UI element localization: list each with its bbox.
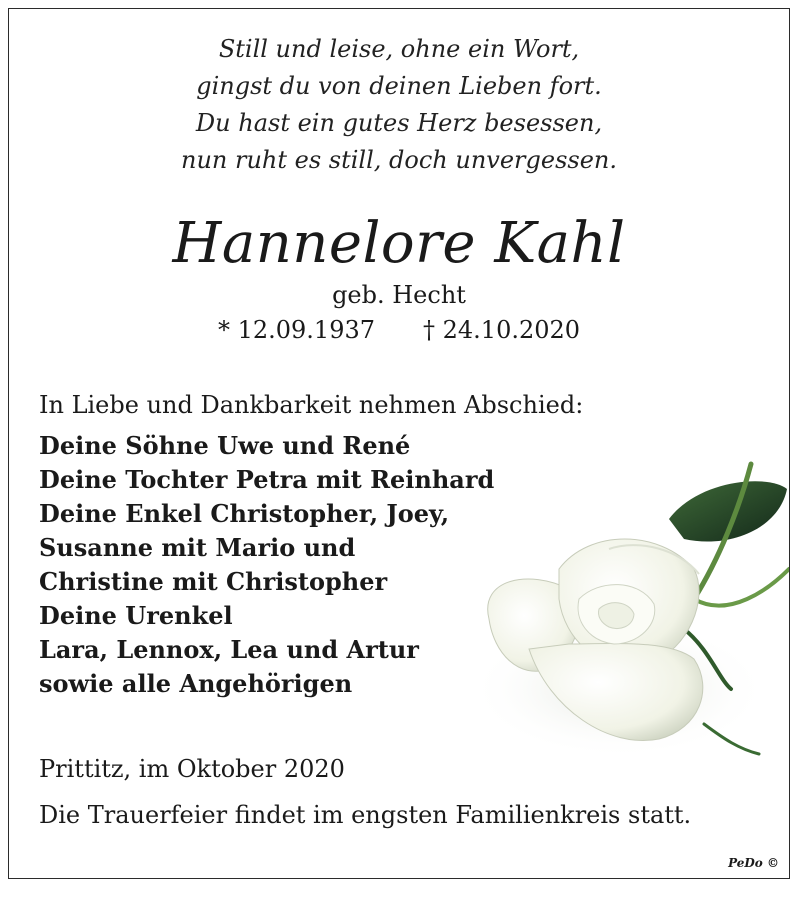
birth-name: geb. Hecht [332, 281, 466, 309]
mourners-list [39, 429, 494, 701]
rose-icon [469, 449, 789, 779]
death-date: † 24.10.2020 [423, 316, 581, 344]
mourner-line: sowie alle Angehörigen [39, 669, 353, 698]
mourner-line: Christine mit Christopher [39, 567, 388, 596]
place-and-date: Prittitz, im Oktober 2020 [39, 755, 345, 783]
deceased-name: Hannelore Kahl [172, 211, 626, 276]
funeral-note: Die Trauerfeier findet im engsten Familienkreis statt. [39, 801, 692, 829]
life-dates [9, 314, 789, 346]
poem-line-1: Still und leise, ohne ein Wort, [218, 35, 580, 63]
birth-date: * 12.09.1937 [217, 316, 375, 344]
mourner-line: Susanne mit Mario und [39, 533, 356, 562]
poem-line-4: nun ruht es still, doch unvergessen. [180, 146, 618, 174]
poem-line-3: Du hast ein gutes Herz besessen, [195, 109, 603, 137]
mourner-line: Deine Enkel Christopher, Joey, [39, 499, 450, 528]
white-rose-image [469, 449, 789, 779]
mourner-line: Deine Söhne Uwe und René [39, 431, 411, 460]
farewell-intro: In Liebe und Dankbarkeit nehmen Abschied: [39, 391, 584, 419]
poem [9, 31, 789, 179]
mourner-line: Deine Tochter Petra mit Reinhard [39, 465, 495, 494]
signature: PeDo © [728, 856, 779, 870]
mourner-line: Lara, Lennox, Lea und Artur [39, 635, 419, 664]
obituary-notice [8, 8, 790, 879]
poem-line-2: gingst du von deinen Lieben fort. [196, 72, 602, 100]
mourner-line: Deine Urenkel [39, 601, 233, 630]
